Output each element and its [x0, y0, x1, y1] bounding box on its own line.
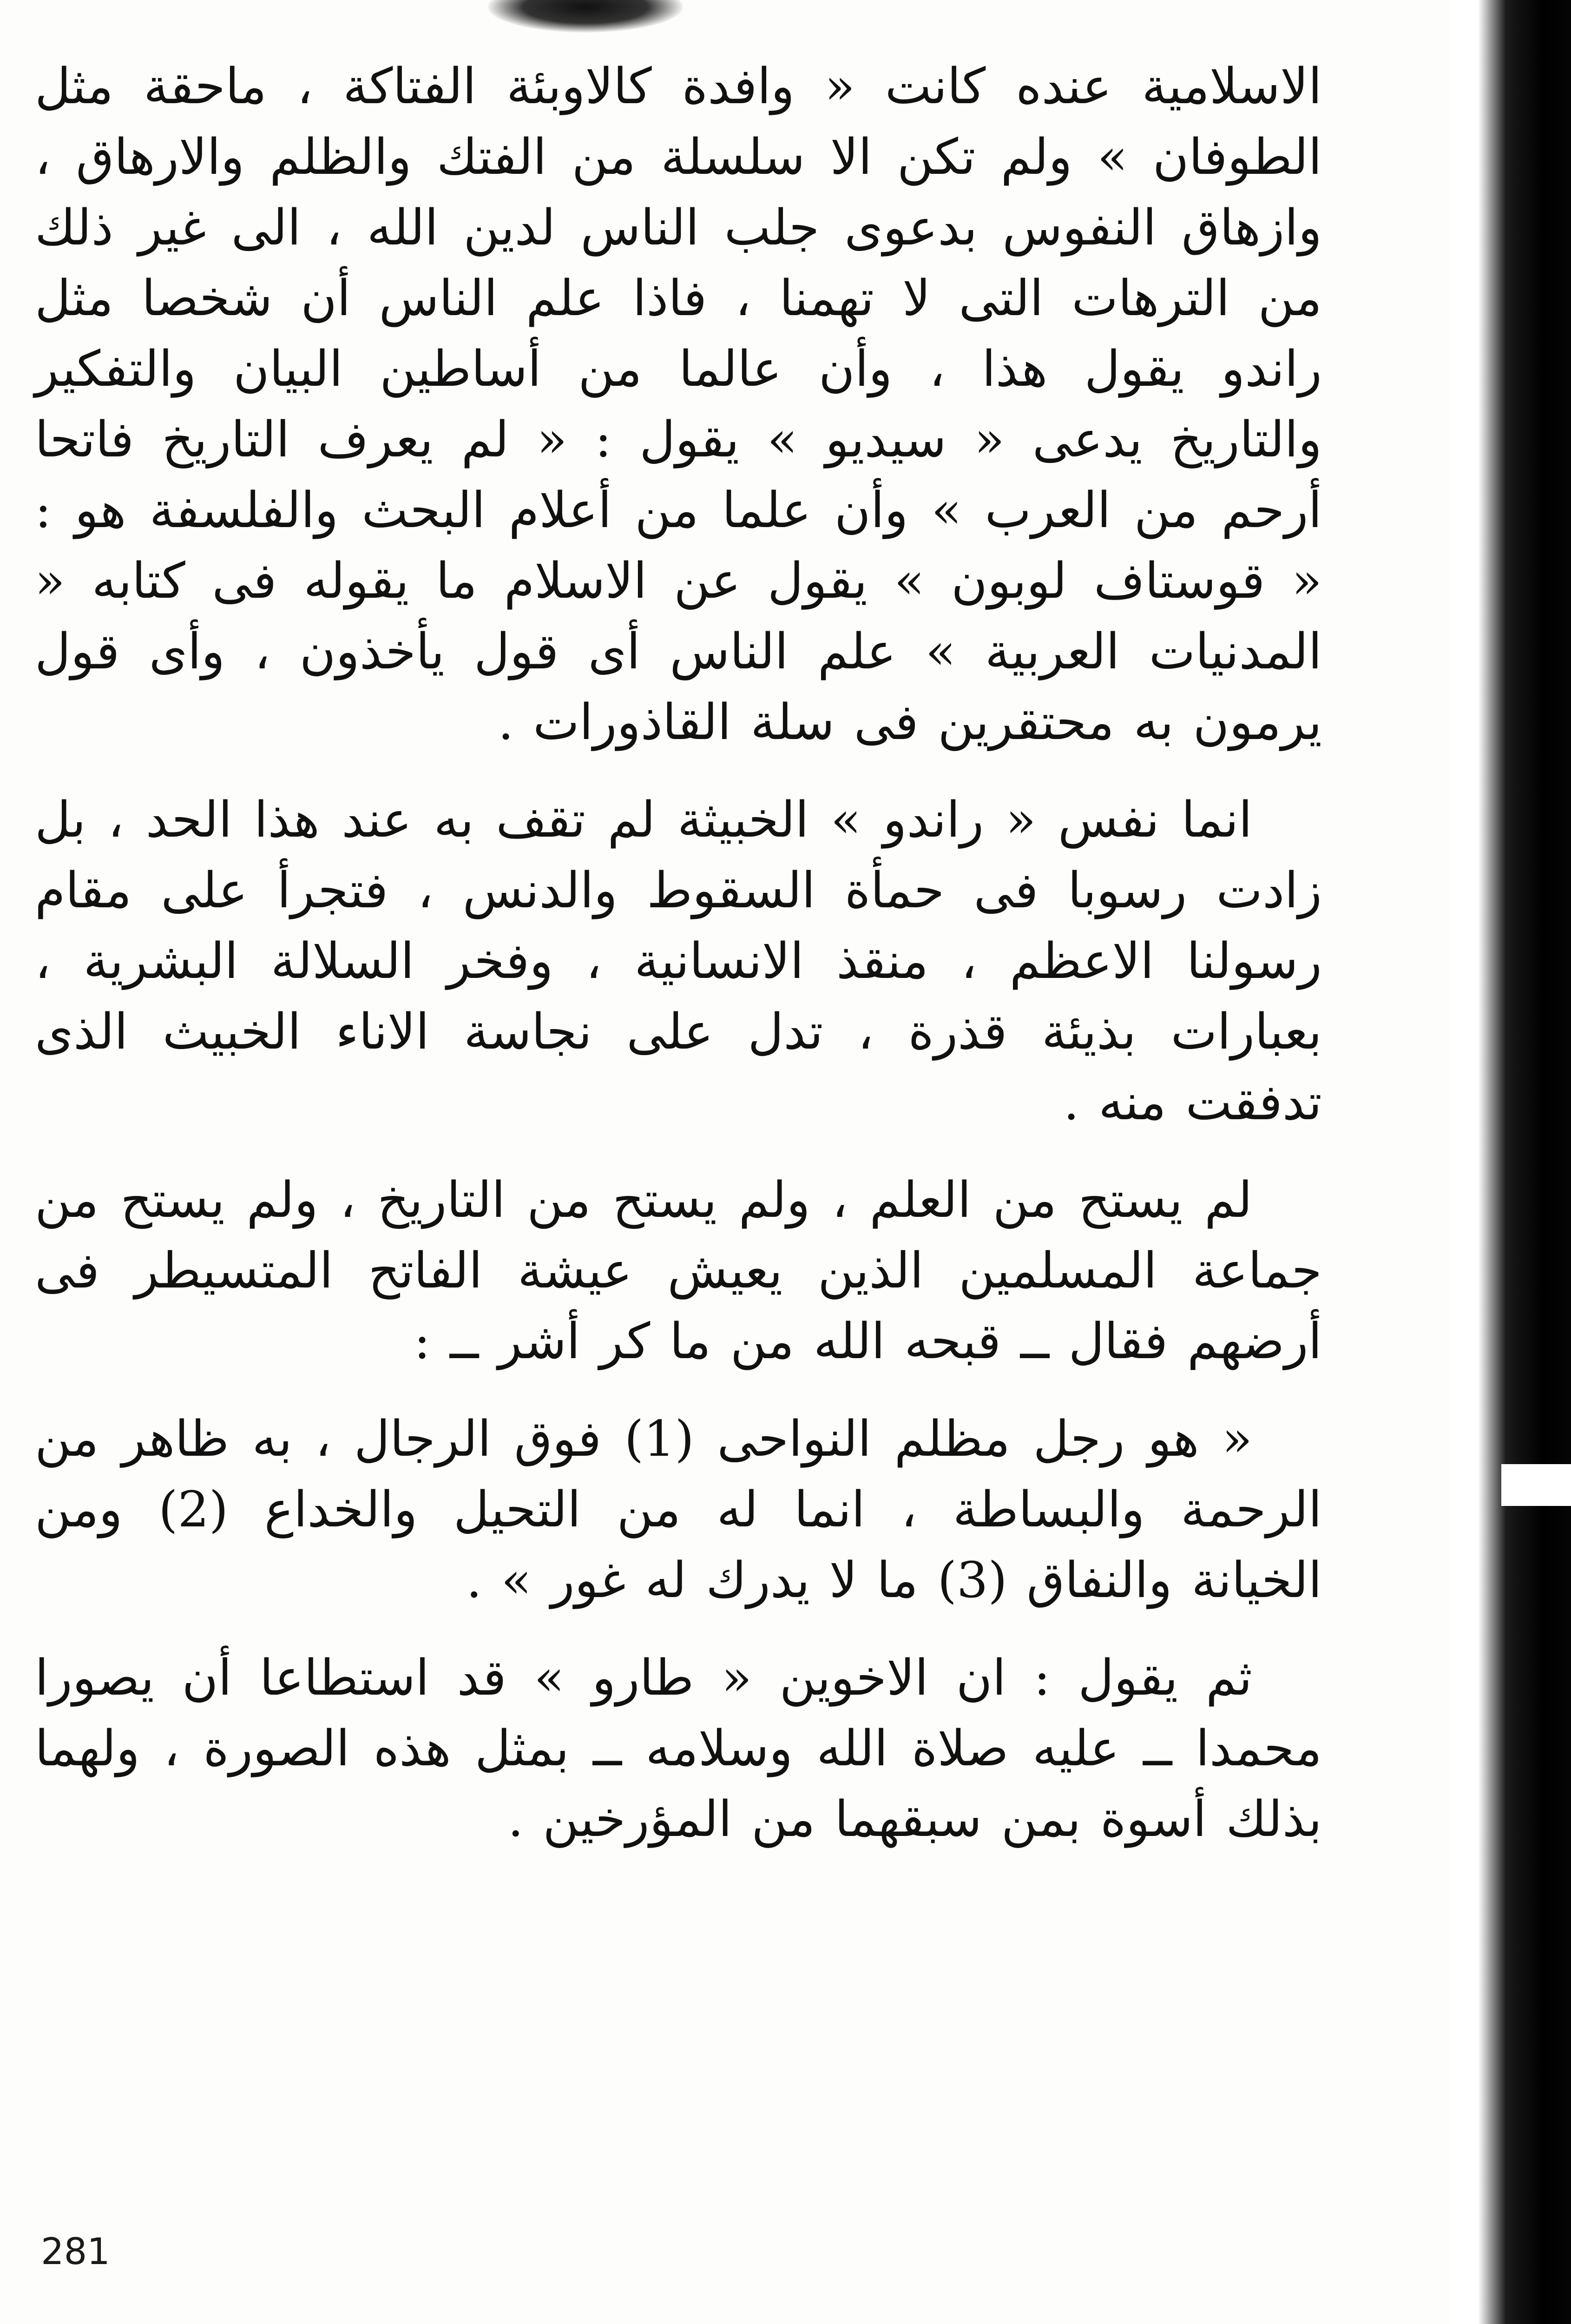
- page-number: 281: [41, 2231, 110, 2273]
- ink-smudge: [488, 0, 683, 33]
- paragraph-5: ثم يقول : ان الاخوين « طارو » قد استطاعا أن يصورا محمدا ــ عليه صلاة الله وسلامه ــ بمثل هذه الصورة ، ولهما بذلك أسوة بمن سبقهما من المؤرخين .: [35, 1649, 1322, 1848]
- paragraph-3: لم يستح من العلم ، ولم يستح من التاريخ ، ولم يستح من جماعة المسلمين الذين يعيش عيشة الفاتح المتسيطر فى أرضهم فقال ــ قبحه الله من ما كر أشر ــ :: [35, 1171, 1322, 1370]
- body-text: [35, 51, 1322, 1882]
- paragraph-2: انما نفس « راندو » الخبيثة لم تقف به عند هذا الحد ، بل زادت رسوبا فى حمأة السقوط والدنس ، فتجرأ على مقام رسولنا الاعظم ، منقذ الانسانية ، وفخر السلالة البشرية ، بعبارات بذيئة قذرة ، تدل على نجاسة الاناء الخبيث الذى تدفقت منه .: [35, 791, 1322, 1131]
- binding-shadow: [1450, 0, 1571, 2324]
- paragraph-1: الاسلامية عنده كانت « وافدة كالاوبئة الفتاكة ، ماحقة مثل الطوفان » ولم تكن الا سلسلة من الفتك والظلم والارهاق ، وازهاق النفوس بدعوى جلب الناس لدين الله ، الى غير ذلك من الترهات التى لا تهمنا ، فاذا علم الناس أن شخصا مثل راندو يقول هذا ، وأن عالما من أساطين البيان والتفكير والتاريخ يدعى « سيديو » يقول : « لم يعرف التاريخ فاتحا أرحم من العرب » وأن علما من أعلام البحث والفلسفة هو : « قوستاف لوبون » يقول عن الاسلام ما يقوله فى كتابه « المدنيات العربية » علم الناس أى قول يأخذون ، وأى قول يرمون به محتقرين فى سلة القاذورات .: [35, 58, 1322, 751]
- paragraph-4-quote: « هو رجل مظلم النواحى (1) فوق الرجال ، به ظاهر من الرحمة والبساطة ، انما له من التحيل والخداع (2) ومن الخيانة والنفاق (3) ما لا يدرك له غور » .: [35, 1410, 1322, 1609]
- binding-gap: [1501, 1464, 1571, 1506]
